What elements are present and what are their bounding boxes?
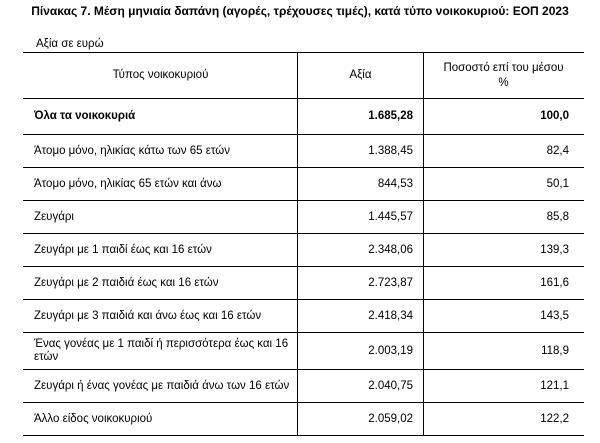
header-percent-line2: %: [498, 76, 509, 89]
row-percent: 85,8: [424, 201, 584, 234]
unit-note: Αξία σε ευρώ: [36, 38, 104, 50]
row-value: 1.685,28: [298, 99, 424, 135]
row-label: Άτομο μόνο, ηλικίας κάτω των 65 ετών: [24, 135, 298, 168]
table-row: [24, 234, 584, 267]
table-row: [24, 267, 584, 300]
row-percent: 143,5: [424, 300, 584, 333]
row-label: Ζευγάρι ή ένας γονέας με παιδιά άνω των 16 ετών: [24, 370, 298, 403]
row-value: 2.059,02: [298, 403, 424, 436]
header-value: Αξία: [298, 53, 424, 99]
table-row: [24, 135, 584, 168]
row-percent: 161,6: [424, 267, 584, 300]
row-percent: 82,4: [424, 135, 584, 168]
table-title: Πίνακας 7. Μέση μηνιαία δαπάνη (αγορές, τρέχουσες τιμές), κατά τύπο νοικοκυριού: ΕΟΠ 2023: [31, 4, 569, 18]
header-percent-line1: Ποσοστό επί του μέσου: [443, 61, 564, 74]
row-value: 2.003,19: [298, 333, 424, 370]
row-label: Ζευγάρι με 3 παιδιά και άνω έως και 16 ετών: [24, 300, 298, 333]
row-label: Άτομο μόνο, ηλικίας 65 ετών και άνω: [24, 168, 298, 201]
row-value: 2.348,06: [298, 234, 424, 267]
row-value: 2.040,75: [298, 370, 424, 403]
row-label: Άλλο είδος νοικοκυριού: [24, 403, 298, 436]
row-percent: 50,1: [424, 168, 584, 201]
row-percent: 121,1: [424, 370, 584, 403]
row-value: 2.723,87: [298, 267, 424, 300]
row-label: Ζευγάρι με 2 παιδιά έως και 16 ετών: [24, 267, 298, 300]
row-label: Όλα τα νοικοκυριά: [24, 99, 298, 135]
row-value: 2.418,34: [298, 300, 424, 333]
row-value: 844,53: [298, 168, 424, 201]
row-label: Ζευγάρι: [24, 201, 298, 234]
table-row: [24, 201, 584, 234]
table-row: [24, 370, 584, 403]
row-value: 1.388,45: [298, 135, 424, 168]
row-label: Ζευγάρι με 1 παιδί έως και 16 ετών: [24, 234, 298, 267]
header-household-type: Τύπος νοικοκυριού: [24, 53, 298, 99]
table-row: [24, 403, 584, 436]
table-row: [24, 300, 584, 333]
row-value: 1.445,57: [298, 201, 424, 234]
row-percent: 100,0: [424, 99, 584, 135]
row-percent: 118,9: [424, 333, 584, 370]
table-row: [24, 99, 584, 135]
row-label: Ένας γονέας με 1 παιδί ή περισσότερα έως και 16 ετών: [24, 333, 298, 370]
header-row: [24, 53, 584, 99]
row-percent: 122,2: [424, 403, 584, 436]
row-percent: 139,3: [424, 234, 584, 267]
table-row: [24, 333, 584, 370]
expenditure-table: [23, 52, 584, 436]
header-percent: [424, 53, 584, 99]
table-row: [24, 168, 584, 201]
